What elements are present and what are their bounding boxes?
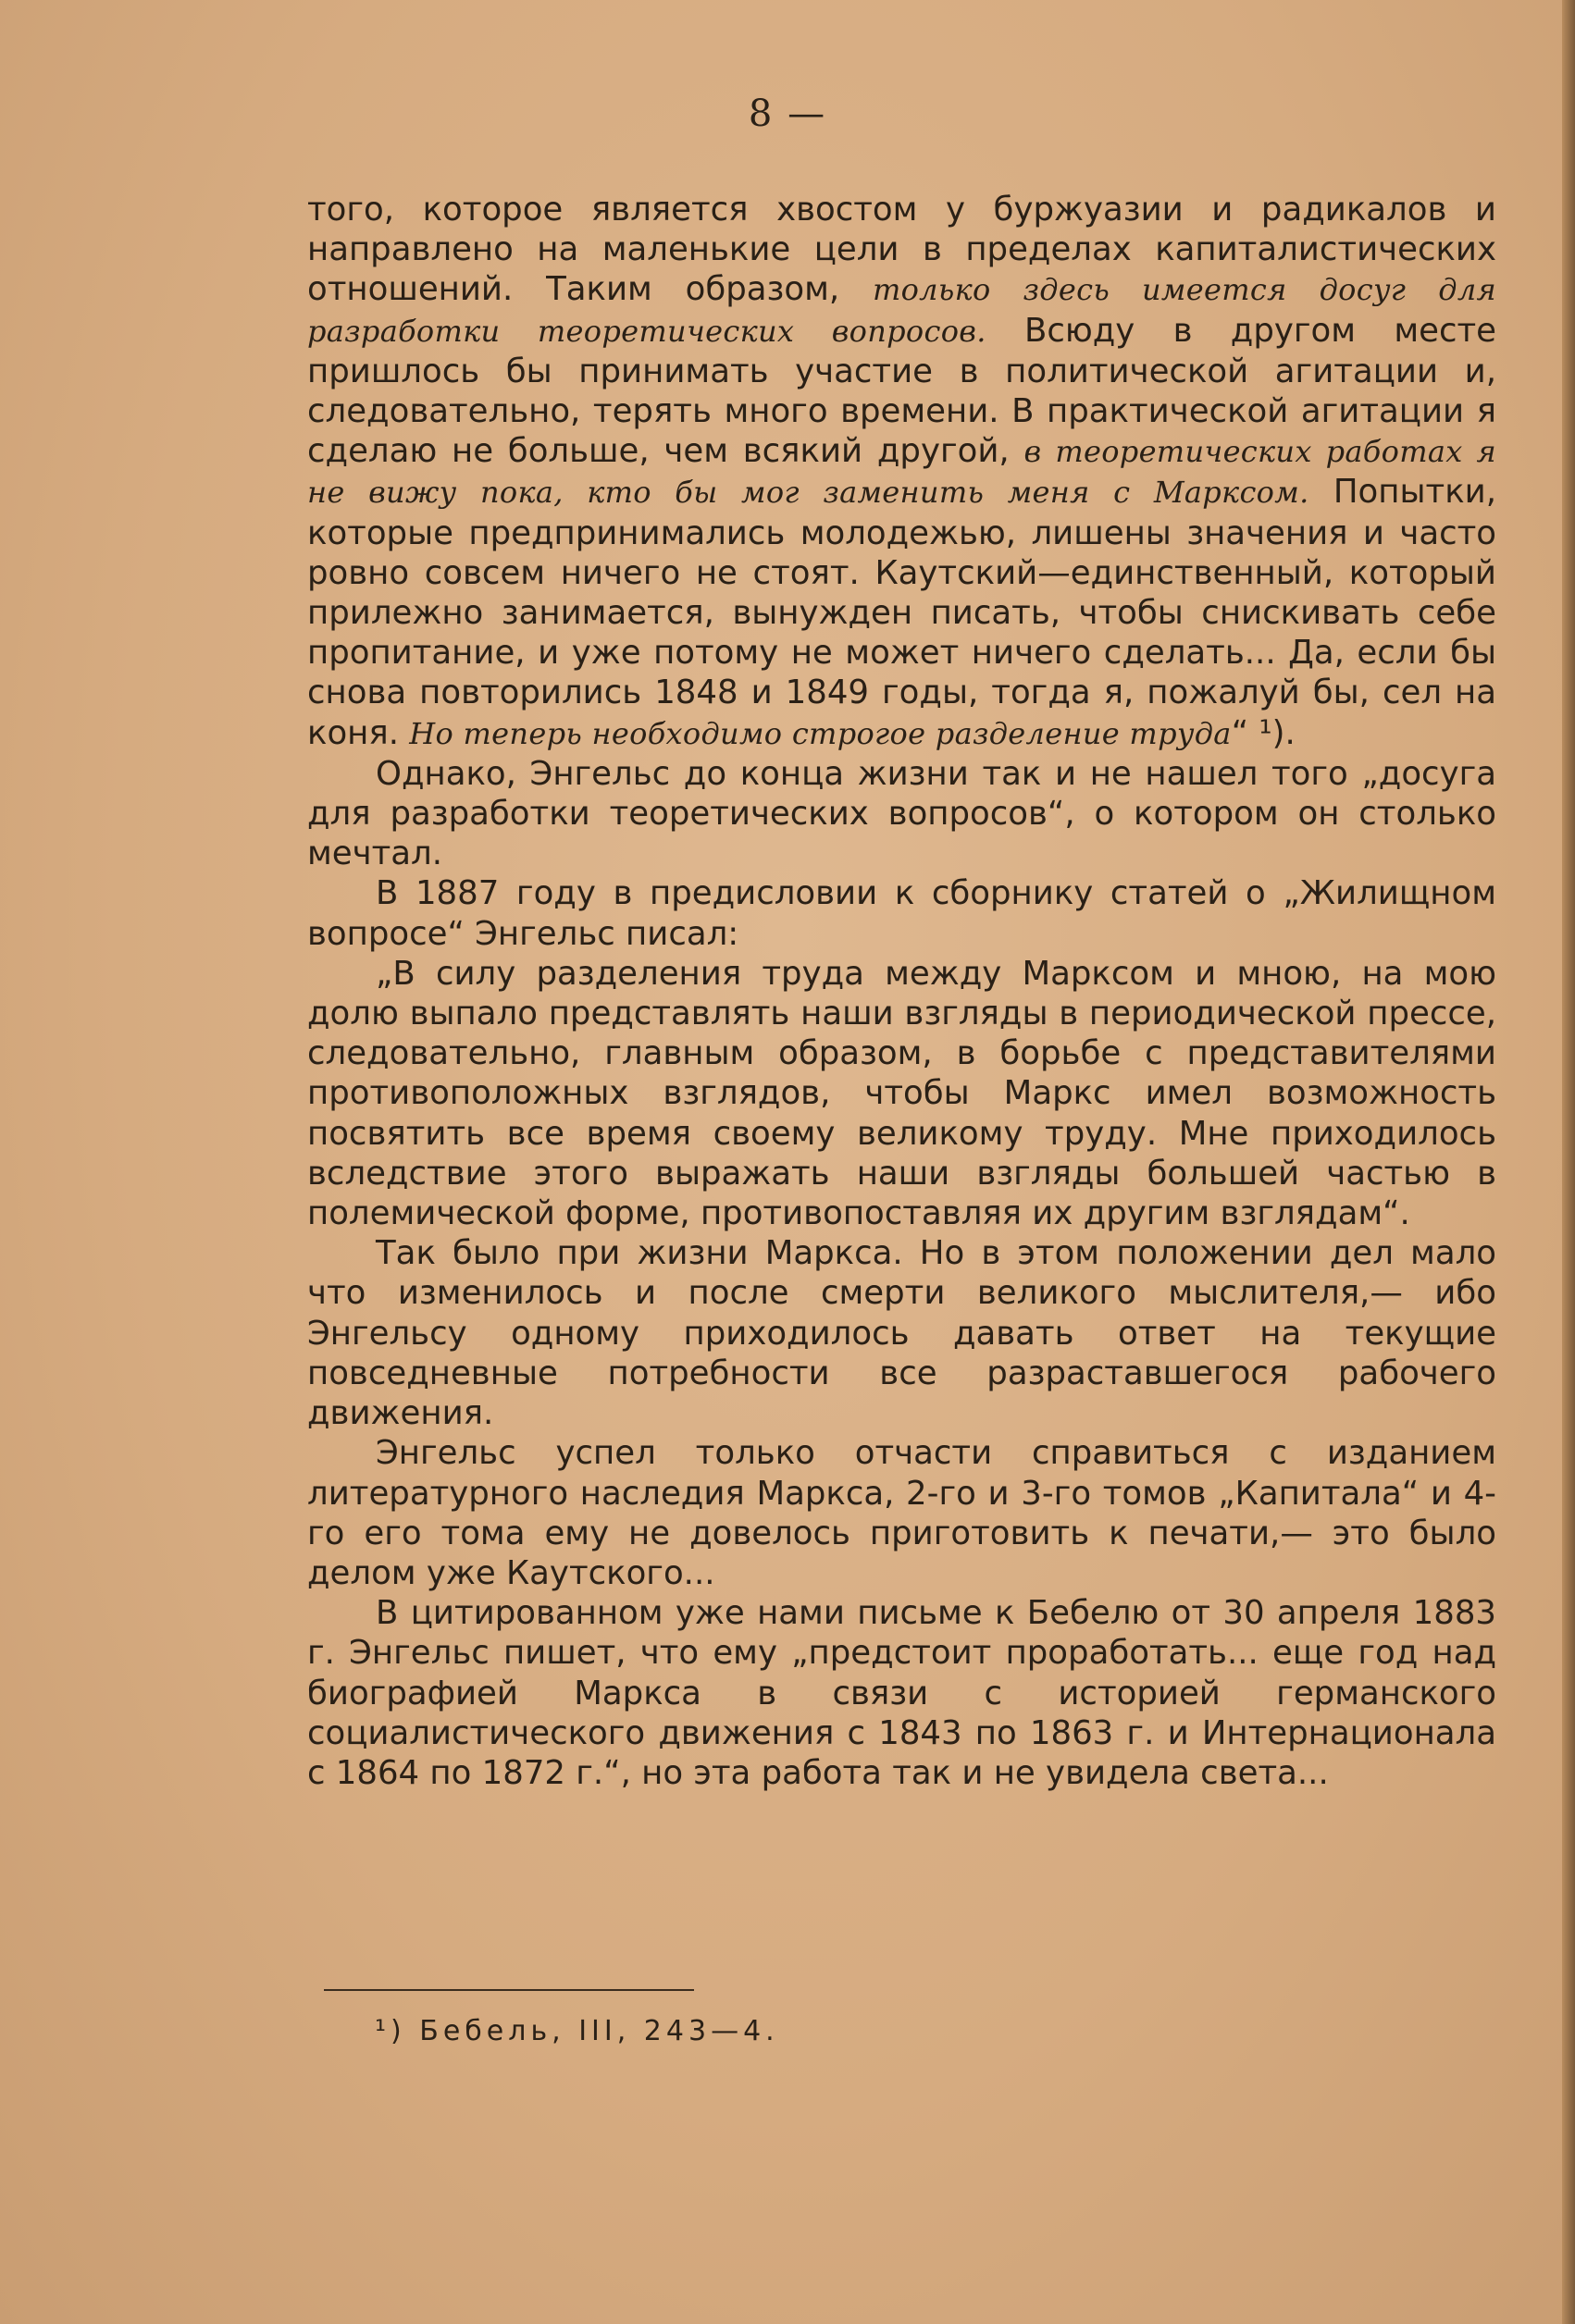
body-text [307, 190, 1496, 1793]
page-number: 8 — [748, 93, 827, 135]
paragraph [307, 1233, 1496, 1433]
text-run: “ ¹). [1231, 713, 1296, 752]
text-run: Энгельс успел только отчасти справиться с изданием литературного наследия Маркса, 2-го и 3-го томов „Капитала“ и 4-го его тома ему не довелось приготовить к печати,— это было делом уже Каутского... [307, 1434, 1496, 1592]
text-run: „В силу разделения труда между Марксом и мною, на мою долю выпало представлять наши взгляды в периодической прессе, следовательно, главным образом, в борьбе с представителями противоположных взглядов, чтобы Маркс имел возможность посвятить все время своему великому труду. Мне приходилось вследствие этого выражать наши взгляды большей частью в полемической форме, противопоставляя их другим взглядам“. [307, 954, 1496, 1233]
text-run: Всюду в другом месте пришлось бы принимать участие в политической агитации и, следовательно, терять много времени. В практической агитации я сделаю не больше, чем всякий другой, [307, 311, 1496, 471]
italic-run: в теоретических работах я не вижу пока, кто бы мог заменить меня с Марксом. [307, 434, 1496, 511]
paragraph [307, 754, 1496, 874]
text-run: Так было при жизни Маркса. Но в этом положении дел мало что изменилось и после смерти великого мыслителя,— ибо Энгельсу одному приходилось давать ответ на текущие повседневные потребности все разраставшегося рабочего движения. [307, 1234, 1496, 1433]
paragraph [307, 190, 1496, 754]
page-edge-shadow [1562, 0, 1575, 2324]
italic-run: только здесь имеется досуг для разработки теоретических вопросов. [307, 272, 1496, 349]
text-run: Однако, Энгельс до конца жизни так и не нашел того „досуга для разработки теоретических вопросов“, о котором он столько мечтал. [307, 754, 1496, 873]
text-run: Попытки, которые предпринимались молодежью, лишены значения и часто ровно совсем ничего не стоят. Каутский—единственный, который прилежно занимается, вынужден писать, чтобы снискивать себе пропитание, и уже потому не может ничего сделать... Да, если бы снова повторились 1848 и 1849 годы, тогда я, пожалуй бы, сел на коня. [307, 473, 1496, 752]
footnote: ¹) Бебель, III, 243—4. [375, 2015, 779, 2047]
text-run: В цитированном уже нами письме к Бебелю от 30 апреля 1883 г. Энгельс пишет, что ему „предстоит проработать... еще год над биографией Маркса в связи с историей германского социалистического движения с 1843 по 1863 г. и Интернационала с 1864 по 1872 г.“, но эта работа так и не увидела света... [307, 1594, 1496, 1792]
text-run: того, которое является хвостом у буржуазии и радикалов и направлено на маленькие цели в пределах капиталистических отношений. Таким образом, [307, 191, 1496, 309]
paragraph [307, 954, 1496, 1233]
paragraph [307, 873, 1496, 953]
footnote-separator [324, 1989, 694, 1991]
italic-run: Но теперь необходимо строгое разделение труда [409, 715, 1232, 751]
paragraph [307, 1593, 1496, 1793]
paragraph [307, 1433, 1496, 1593]
text-run: В 1887 году в предисловии к сборнику статей о „Жилищном вопросе“ Энгельс писал: [307, 874, 1496, 953]
